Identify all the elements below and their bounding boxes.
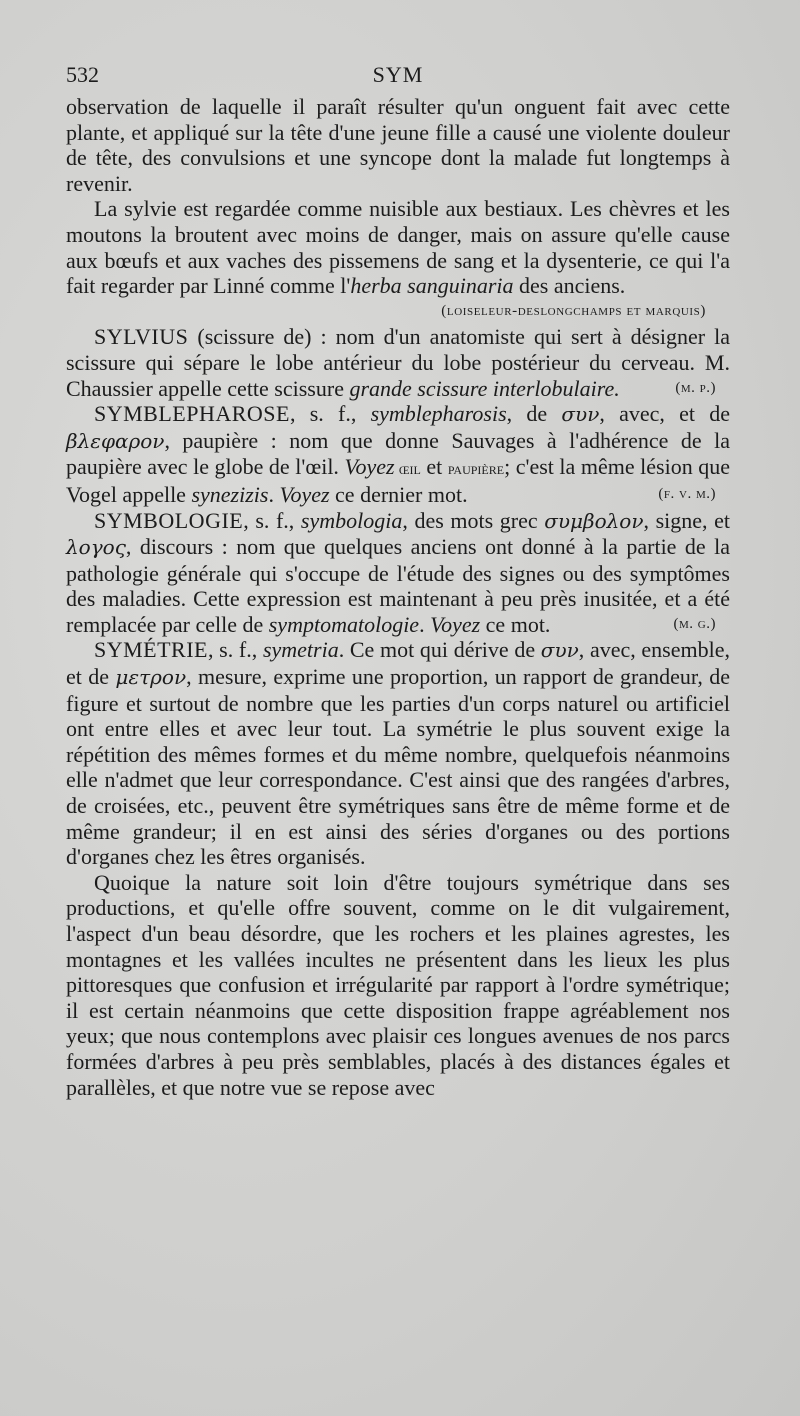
entry-symetrie-i1: symetria: [262, 637, 339, 663]
entry-symetrie-head: SYMÉTRIE: [94, 637, 208, 663]
entry-symbologie-g2: λογος: [66, 535, 126, 560]
entry-symblepharose-t1: , s. f.,: [289, 401, 371, 427]
entry-symbologie: [66, 508, 730, 638]
entry-symblepharose-g1: συν: [561, 402, 600, 427]
entry-symblepharose-sc2: paupière: [447, 459, 505, 479]
entry-symblepharose-i2: Voyez: [344, 454, 395, 480]
entry-symbologie-initials: (m. g.): [673, 615, 716, 632]
entry-symblepharose-t7: .: [268, 481, 280, 507]
entry-symbologie-t2: , des mots grec: [402, 507, 545, 533]
paragraph-sylvie: [66, 196, 730, 298]
author-signature: (loiseleur-deslongchamps et marquis): [441, 302, 706, 319]
entry-symblepharose-t3: , avec, et de: [599, 401, 730, 427]
entry-symblepharose-i1: symblepharosis: [370, 401, 507, 427]
paragraph-sylvie-text: La sylvie est regardée comme nuisible aux bestiaux. Les chèvres et les moutons la broutent avec moins de danger, mais on assure qu'elle cause aux bœufs et aux vaches des pissemens de sang et la dysenterie, ce qui l'a fait regarder par Linné comme l': [66, 196, 730, 299]
page-number: 532: [66, 62, 99, 87]
entry-symblepharose-t6: ; c'est la même lésion que Vogel appelle: [66, 454, 730, 507]
entry-symbologie-i1: symbologia: [300, 507, 403, 533]
paragraph-quoique: Quoique la nature soit loin d'être toujours symétrique dans ses productions, et qu'elle offre souvent, comme on le dit vulgairement, l'aspect d'un beau désordre, que les rochers et les plaines agrestes, les montagnes et les vallées incultes ne présentent dans les lieux les plus pittoresques que confusion et irrégularité par rapport à l'ordre symétrique; il est certain néanmoins que cette disposition frappe agréablement nos yeux; que nous contemplons avec plaisir ces longues avenues de nos parcs formées d'arbres à peu près semblables, placés à des distances égales et parallèles, et que notre vue se repose avec: [66, 869, 730, 1100]
entry-symblepharose-t8: ce dernier mot.: [329, 481, 468, 507]
entry-symetrie-t4: , mesure, exprime une proportion, un rapport de grandeur, de figure et surtout de nombre que les parties d'un corps naturel ou artificiel ont entre elles et avec leur tout. La symétrie le plus souvent exige la répétition des mêmes formes et du même nombre, quelquefois néanmoins elle n'admet que leur correspondance. C'est ainsi que des rangées d'arbres, de croisées, etc., peuvent être symétriques sans être de même forme et de même grandeur; il en est ainsi des séries d'organes ou des portions d'organes chez les êtres organisés.: [66, 664, 730, 870]
entry-symblepharose: [66, 401, 730, 507]
entry-sylvius-italic: grande scissure interlobulaire.: [349, 375, 620, 401]
entry-sylvius-text: (scissure de) : nom d'un anatomiste qui sert à désigner la scissure qui sépare le lobe antérieur du lobe postérieur du cerveau. M. Chaussier appelle cette scissure: [66, 324, 730, 401]
entry-symbologie-g1: συμβολον: [544, 508, 644, 533]
running-head: SYM: [372, 62, 424, 87]
entry-symbologie-t3: , signe, et: [643, 507, 730, 533]
entry-sylvius-initials: (m. p.): [675, 379, 716, 396]
entry-symbologie-t5: .: [419, 611, 431, 637]
entry-symetrie-g1: συν: [540, 638, 579, 663]
entry-symblepharose-t4: , paupière : nom que donne Sauvages à l'adhérence de la paupière avec le globe de l'œil.: [66, 427, 730, 480]
entry-symblepharose-head: SYMBLEPHAROSE: [94, 401, 290, 427]
entry-symbologie-t1: , s. f.,: [243, 507, 301, 533]
entry-symblepharose-t2: , de: [506, 401, 562, 427]
entry-symblepharose-i4: Voyez: [279, 481, 330, 507]
entry-symetrie-t2: . Ce mot qui dérive de: [338, 637, 541, 663]
paragraph-continuation: observation de laquelle il paraît résulter qu'un onguent fait avec cette plante, et appliqué sur la tête d'une jeune fille a causé une violente douleur de tête, des convulsions et une syncope dont la malade fut longtemps à revenir.: [66, 94, 730, 196]
paragraph-sylvie-italic: herba sanguinaria: [350, 273, 514, 299]
entry-sylvius: [66, 324, 730, 401]
entry-symetrie: [66, 637, 730, 869]
entry-sylvius-head: SYLVIUS: [94, 324, 189, 350]
paragraph-sylvie-tail: des anciens.: [513, 273, 626, 299]
entry-symbologie-head: SYMBOLOGIE: [94, 507, 244, 533]
entry-symetrie-g2: μετρον: [115, 665, 187, 690]
entry-symblepharose-sc1: œil: [394, 459, 421, 479]
entry-symbologie-i2: symptomatologie: [268, 611, 420, 637]
entry-symblepharose-t5: et: [420, 454, 448, 480]
entry-symblepharose-i3: synezizis: [191, 481, 269, 507]
page: [66, 62, 730, 1100]
entry-symbologie-i3: Voyez: [430, 611, 481, 637]
entry-symblepharose-initials: (f. v. m.): [658, 485, 716, 502]
entry-symbologie-t6: ce mot.: [480, 611, 551, 637]
entry-symetrie-t3: , avec, ensemble, et de: [66, 637, 731, 690]
entry-symetrie-t1: , s. f.,: [208, 637, 263, 663]
entry-symblepharose-g2: βλεφαρον: [66, 428, 165, 453]
page-header: [66, 62, 730, 94]
entry-symbologie-t4: , discours : nom que quelques anciens ont donné à la partie de la pathologie générale qui s'occupe de l'étude des signes ou des symptômes des maladies. Cette expression est maintenant à peu près inusitée, et a été remplacée par celle de: [66, 534, 730, 637]
